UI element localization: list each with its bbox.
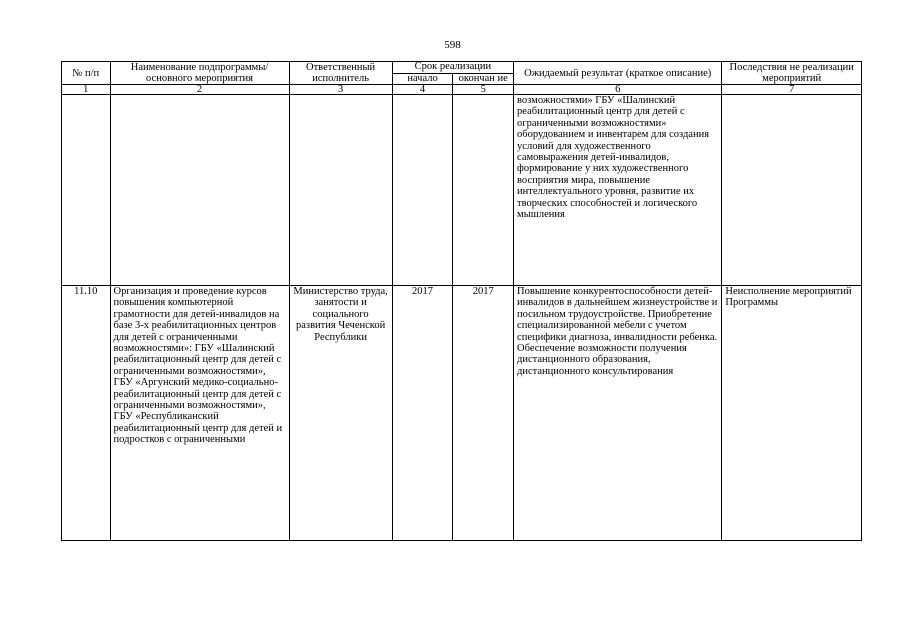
column-number: 2 [110, 85, 289, 95]
row-number: 11.10 [62, 286, 111, 541]
column-number: 7 [722, 85, 862, 95]
row-executor [289, 95, 392, 286]
row-name [110, 95, 289, 286]
row-start: 2017 [392, 286, 453, 541]
column-number: 4 [392, 85, 453, 95]
column-number: 3 [289, 85, 392, 95]
row-number [62, 95, 111, 286]
row-result: Повышение конкурентоспособности детей-инвалидов в дальнейшем жизнеустройстве и посильном трудоустройстве. Приобретение специализированной мебели с учетом специфики диагноза, инвалидности ребенка. Обеспечение возможности получения дистанционного образования, дистанционного консультирования [514, 286, 722, 541]
header-number: № п/п [62, 62, 111, 85]
header-consequences: Последствия не реализации мероприятий [722, 62, 862, 85]
row-end [453, 95, 514, 286]
table-row [62, 286, 862, 541]
column-number: 6 [514, 85, 722, 95]
row-name: Организация и проведение курсов повышения компьютерной грамотности для детей-инвалидов на базе 3-х реабилитационных центров для детей с ограниченными возможностями»: ГБУ «Шалинский реабилитационный центр для детей с ограниченными возможностями», ГБУ «Аргунский медико-социально-реабилитационный центр для детей с ограниченными возможностями», ГБУ «Республиканский реабилитационный центр для детей и подростков с ограниченными [110, 286, 289, 541]
header-start: начало [392, 73, 453, 85]
row-result: возможностями» ГБУ «Шалинский реабилитационный центр для детей с ограниченными возможностями» оборудованием и инвентарем для создания условий для художественного самовыражения детей-инвалидов, формирование у них художественного восприятия мира, повышение интеллектуального уровня, развитие их творческих способностей и логического мышления [514, 95, 722, 286]
page-number: 598 [444, 39, 461, 51]
header-period: Срок реализации [392, 62, 513, 74]
row-executor: Министерство труда, занятости и социального развития Чеченской Республики [289, 286, 392, 541]
column-number: 5 [453, 85, 514, 95]
row-consequences [722, 95, 862, 286]
program-measures-table [61, 61, 862, 541]
table-row [62, 95, 862, 286]
header-end: окончан ие [453, 73, 514, 85]
row-consequences: Неисполнение мероприятий Программы [722, 286, 862, 541]
column-numbers-row [62, 85, 862, 95]
row-end: 2017 [453, 286, 514, 541]
row-start [392, 95, 453, 286]
header-result: Ожидаемый результат (краткое описание) [514, 62, 722, 85]
header-row [62, 62, 862, 74]
column-number: 1 [62, 85, 111, 95]
header-name: Наименование подпрограммы/ основного мероприятия [110, 62, 289, 85]
header-executor: Ответственный исполнитель [289, 62, 392, 85]
